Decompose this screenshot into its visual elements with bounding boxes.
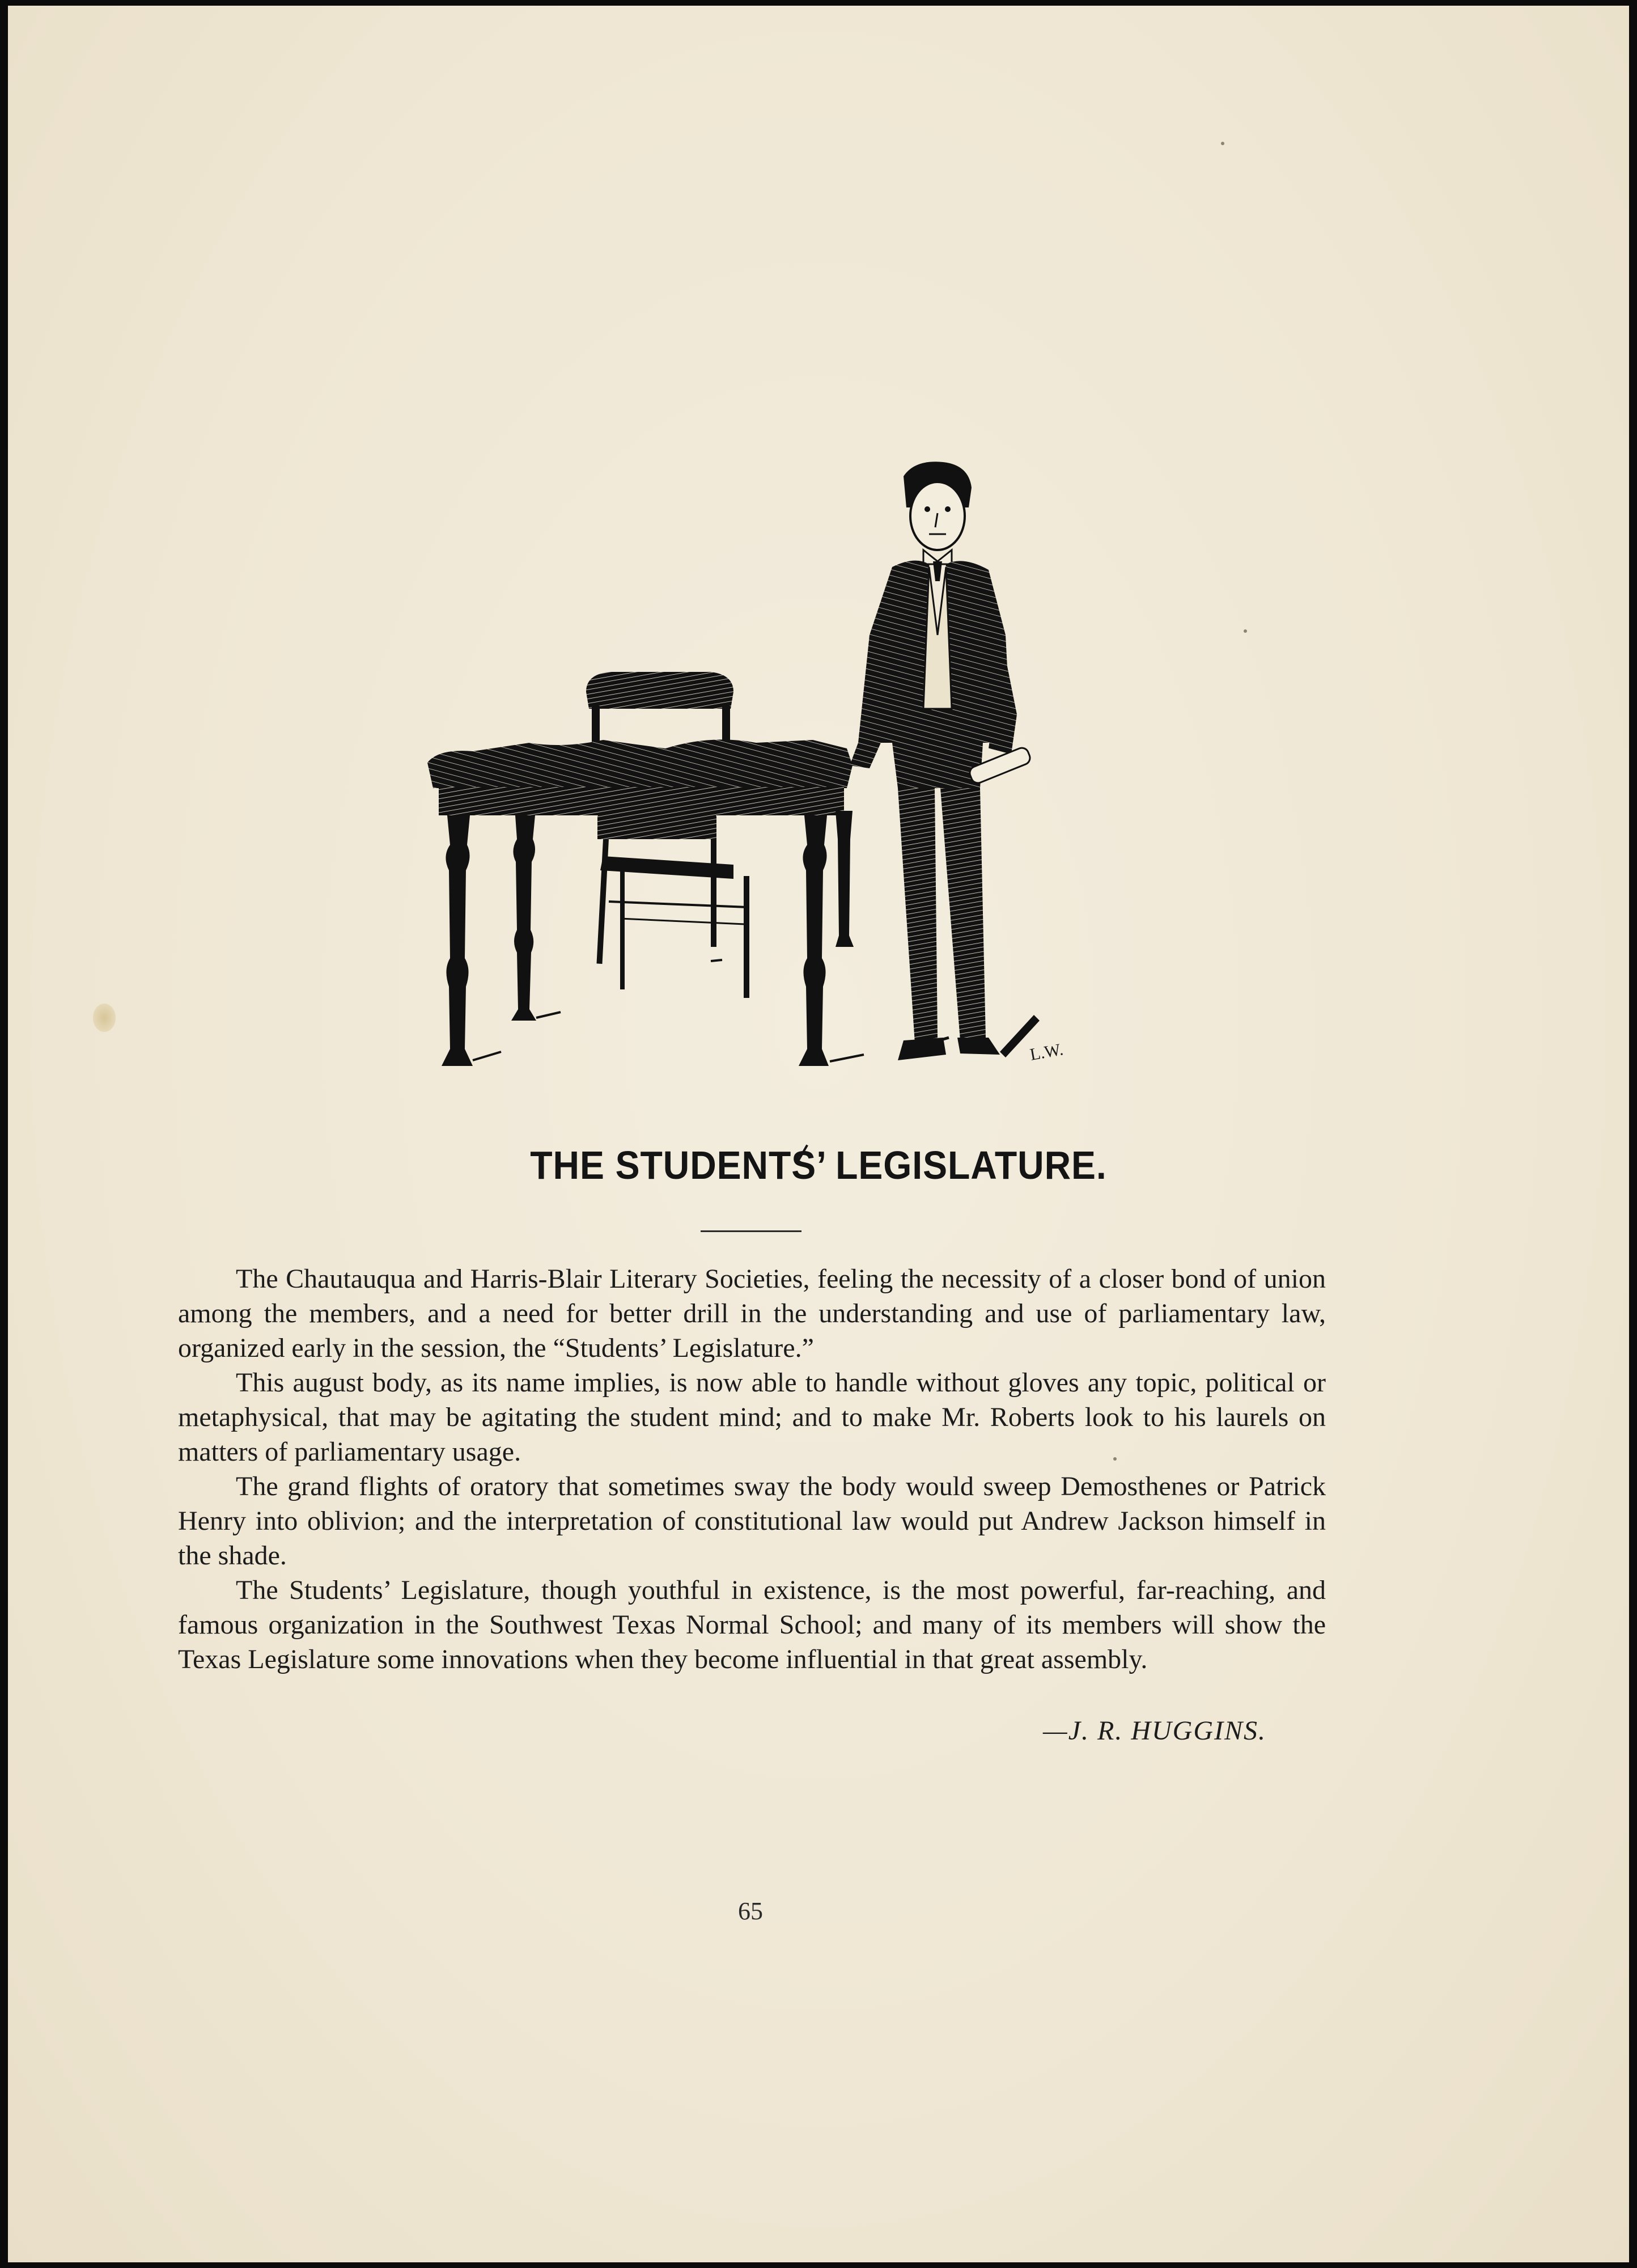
article-title: THE STUDENTS’ LEGISLATURE. [530, 1143, 1107, 1187]
document-page [8, 6, 1629, 2262]
legislator-illustration [416, 448, 1096, 1089]
paper-stain [93, 1004, 116, 1032]
paper-speck [1244, 629, 1247, 633]
article-body [178, 1262, 1326, 1677]
artist-monogram: L.W. [1028, 1040, 1065, 1064]
standing-man [850, 462, 1040, 1060]
paragraph: The Chautauqua and Harris-Blair Literary Societies, feeling the necessity of a closer bond of union among the members, and a need for better drill in the understanding and use of parliamentary law, organized early in the session, the “Students’ Legislature.” [178, 1264, 1326, 1363]
title-rule [701, 1230, 801, 1232]
paper-speck [1221, 142, 1224, 145]
paragraph: The Students’ Legislature, though youthful in existence, is the most powerful, far-reaching, and famous organization in the Southwest Texas Normal School; and many of its members will show the Texas Legislature some innovations when they become influential in that great assembly. [178, 1575, 1326, 1674]
author-signature: —J. R. HUGGINS. [1043, 1716, 1266, 1746]
paragraph: This august body, as its name implies, is now able to handle without gloves any topic, political or metaphysical, that may be agitating the student mind; and to make Mr. Roberts look to his laurels on matters of parliamentary usage. [178, 1368, 1326, 1467]
paragraph: The grand flights of oratory that sometimes sway the body would sweep Demosthenes or Patrick Henry into oblivion; and the interpretation of constitutional law would put Andrew Jackson himself in the shade. [178, 1471, 1326, 1571]
page-number: 65 [738, 1897, 763, 1925]
chair [586, 672, 749, 998]
